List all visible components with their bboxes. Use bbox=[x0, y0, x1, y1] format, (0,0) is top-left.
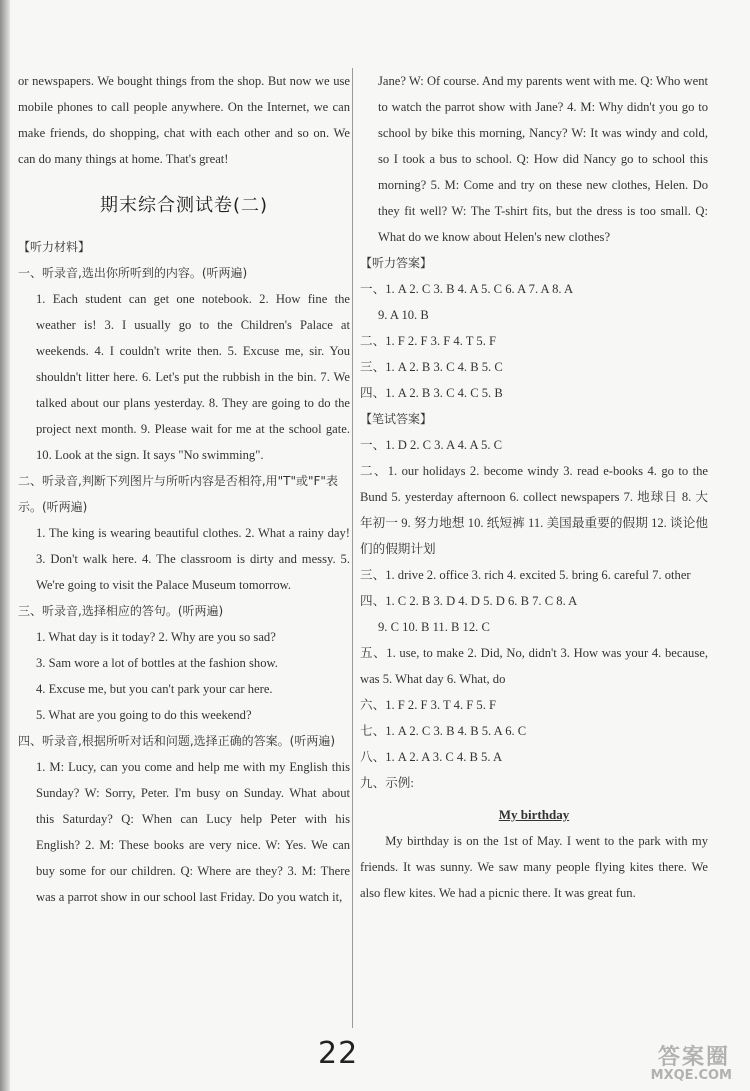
section-3-line: 1. What day is it today? 2. Why are you so sad? bbox=[36, 630, 276, 644]
right-column bbox=[360, 68, 708, 906]
listening-answers-heading: 【听力答案】 bbox=[360, 256, 433, 270]
listening-answer-row: 三、1. A 2. B 3. C 4. B 5. C bbox=[360, 360, 503, 374]
essay-title: My birthday bbox=[498, 807, 570, 822]
section-1-text: 1. Each student can get one notebook. 2. How fine the weather is! 3. I usually go to the Children's Palace at weekends. 4. I couldn't write then. 5. Excuse me, sir. You shouldn't litter here. 6. Let's put the rubbish in the bin. 7. We talked about our plans yesterday. 8. They are going to do the project next month. 9. Please wait for me at the school gate. 10. Look at the sign. It says "No swimming". bbox=[36, 292, 350, 462]
listening-answer-row: 四、1. A 2. B 3. C 4. C 5. B bbox=[360, 386, 503, 400]
written-answer-9-heading: 九、示例: bbox=[360, 776, 414, 790]
written-answer-3: 三、1. drive 2. office 3. rich 4. excited 5. bring 6. careful 7. other bbox=[360, 568, 691, 582]
essay-body: My birthday is on the 1st of May. I went to the park with my friends. It was sunny. We saw many people flying kites there. We also flew kites. We had a picnic there. It was great fun. bbox=[360, 834, 708, 900]
section-4-heading: 四、听录音,根据所听对话和问题,选择正确的答案。(听两遍) bbox=[18, 734, 335, 748]
listening-answer-row: 一、1. A 2. C 3. B 4. A 5. C 6. A 7. A 8. A bbox=[360, 282, 574, 296]
book-spine-shadow bbox=[0, 0, 10, 1091]
written-answer-1: 一、1. D 2. C 3. A 4. A 5. C bbox=[360, 438, 503, 452]
dialogue-continuation: Jane? W: Of course. And my parents went with me. Q: Who went to watch the parrot show with Jane? 4. M: Why didn't you go to school by bike this morning, Nancy? W: It was windy and cold, so I took a bus to school. Q: How did Nancy go to school this morning? 5. M: Come and try on these new clothes, Helen. Do they fit well? W: The T-shirt fits, but the dress is too small. Q: What do we know about Helen's new clothes? bbox=[378, 74, 708, 244]
page-number: 22 bbox=[318, 1036, 359, 1071]
listening-material-heading: 【听力材料】 bbox=[18, 240, 91, 254]
column-divider bbox=[352, 68, 353, 1028]
section-1-heading: 一、听录音,选出你所听到的内容。(听两遍) bbox=[18, 266, 248, 280]
watermark-url: MXQE.COM bbox=[650, 1068, 732, 1083]
written-answers-heading: 【笔试答案】 bbox=[360, 412, 433, 426]
test-title: 期末综合测试卷(二) bbox=[99, 195, 269, 216]
section-4-text: 1. M: Lucy, can you come and help me with my English this Sunday? W: Sorry, Peter. I'm busy on Sunday. What about this Saturday? Q: When can Lucy help Peter with his English? 2. M: These books are very nice. W: Yes. We can buy some for our children. Q: Where are they? 3. M: There was a parrot show in our school last Friday. Do you watch it, bbox=[36, 760, 350, 904]
section-3-line: 5. What are you going to do this weekend? bbox=[36, 708, 252, 722]
section-3-heading: 三、听录音,选择相应的答句。(听两遍) bbox=[18, 604, 224, 618]
written-answer-5: 五、1. use, to make 2. Did, No, didn't 3. How was your 4. because, was 5. What day 6. What, do bbox=[360, 646, 708, 686]
listening-answer-row: 9. A 10. B bbox=[378, 308, 429, 322]
written-answer-7: 七、1. A 2. C 3. B 4. B 5. A 6. C bbox=[360, 724, 527, 738]
section-3-line: 4. Excuse me, but you can't park your car here. bbox=[36, 682, 273, 696]
written-answer-4-row: 9. C 10. B 11. B 12. C bbox=[378, 620, 490, 634]
written-answer-6: 六、1. F 2. F 3. T 4. F 5. F bbox=[360, 698, 497, 712]
left-column bbox=[18, 68, 350, 910]
listening-answer-row: 二、1. F 2. F 3. F 4. T 5. F bbox=[360, 334, 497, 348]
watermark-logo: 答案圈 bbox=[657, 1045, 730, 1070]
section-2-heading: 二、听录音,判断下列图片与所听内容是否相符,用"T"或"F"表示。(听两遍) bbox=[18, 474, 338, 514]
written-answer-2: 二、1. our holidays 2. become windy 3. read e-books 4. go to the Bund 5. yesterday afternoon 6. collect newspapers 7. 地球日 8. 大年初一 9. 努力地想 10. 纸短裤 11. 美国最重要的假期 12. 谈论他们的假期计划 bbox=[360, 464, 708, 556]
intro-paragraph: or newspapers. We bought things from the shop. But now we use mobile phones to call people anywhere. On the Internet, we can make friends, do shopping, chat with each other and so on. We can do many things at home. That's great! bbox=[18, 74, 350, 166]
section-2-text: 1. The king is wearing beautiful clothes. 2. What a rainy day! 3. Don't walk here. 4. The classroom is dirty and messy. 5. We're going to visit the Palace Museum tomorrow. bbox=[36, 526, 350, 592]
section-3-line: 3. Sam wore a lot of bottles at the fashion show. bbox=[36, 656, 278, 670]
written-answer-4-row: 四、1. C 2. B 3. D 4. D 5. D 6. B 7. C 8. A bbox=[360, 594, 578, 608]
written-answer-8: 八、1. A 2. A 3. C 4. B 5. A bbox=[360, 750, 503, 764]
